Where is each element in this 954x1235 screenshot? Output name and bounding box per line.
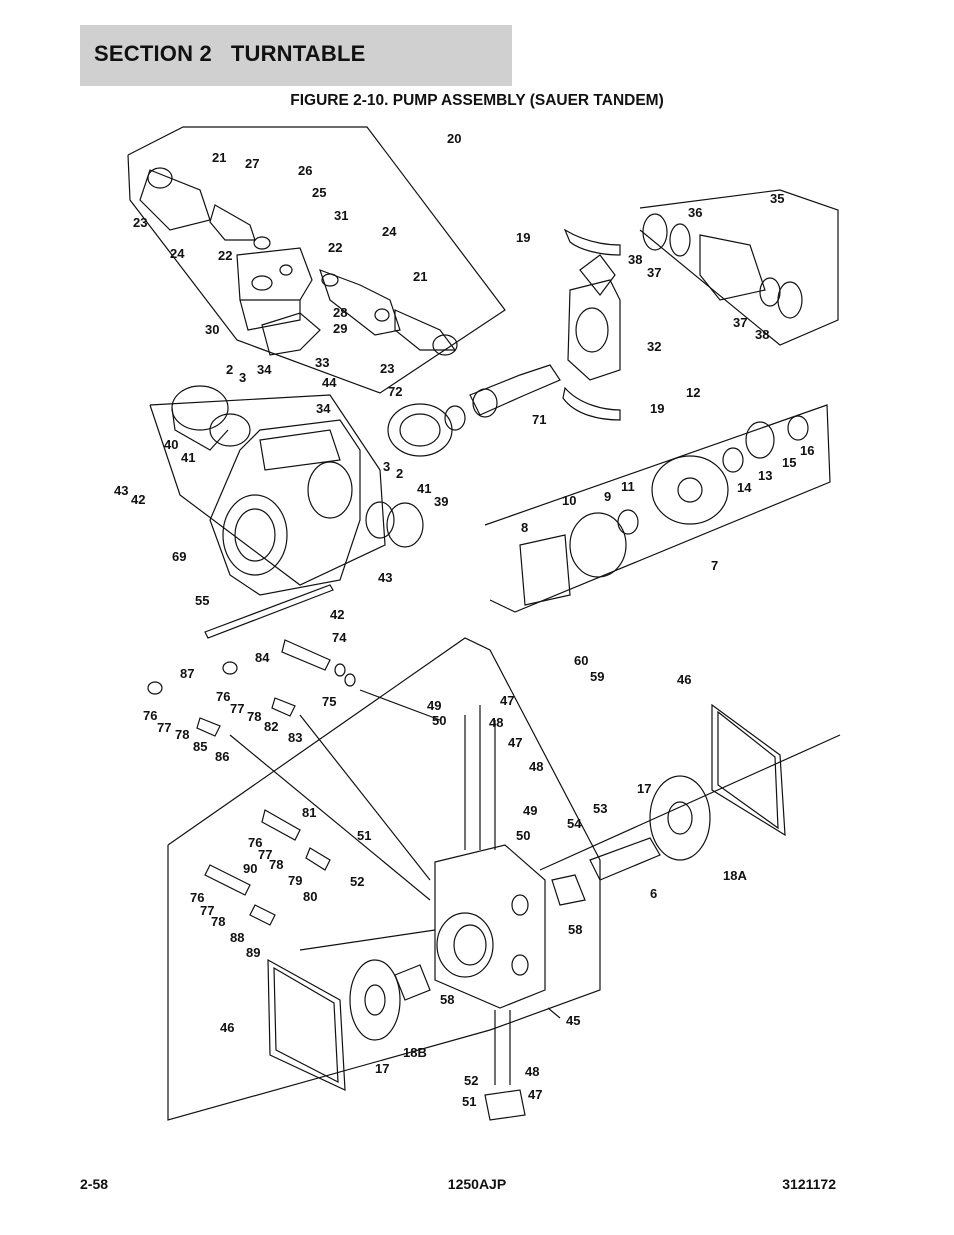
pump-assembly-diagram — [0, 110, 954, 1140]
callout-label: 79 — [288, 873, 303, 888]
callout-label: 76 — [248, 835, 263, 850]
callout-label: 82 — [264, 719, 279, 734]
callout-label: 52 — [350, 874, 365, 889]
callout-label: 50 — [516, 828, 531, 843]
callout-label: 55 — [195, 593, 210, 608]
callout-label: 14 — [737, 480, 752, 495]
callout-label: 24 — [382, 224, 397, 239]
callout-label: 51 — [462, 1094, 477, 1109]
callout-label: 72 — [388, 384, 403, 399]
callout-label: 46 — [220, 1020, 235, 1035]
callout-label: 47 — [528, 1087, 543, 1102]
callout-label: 16 — [800, 443, 815, 458]
callout-label: 42 — [330, 607, 345, 622]
gasket-right — [712, 705, 785, 835]
callout-label: 35 — [770, 191, 785, 206]
callout-label: 77 — [230, 701, 245, 716]
callout-label: 22 — [218, 248, 233, 263]
callout-label: 74 — [332, 630, 347, 645]
footer-model: 1250AJP — [447, 1176, 507, 1192]
callout-label: 38 — [628, 252, 643, 267]
callout-label: 7 — [711, 558, 719, 573]
callout-label: 81 — [302, 805, 317, 820]
callout-label: 20 — [447, 131, 462, 146]
callout-label: 46 — [677, 672, 692, 687]
callout-label: 76 — [143, 708, 158, 723]
callout-label: 49 — [523, 803, 538, 818]
callout-label: 47 — [500, 693, 515, 708]
callout-label: 8 — [521, 520, 529, 535]
callout-label: 49 — [427, 698, 442, 713]
center-housing-shape — [435, 845, 545, 1008]
callout-label: 77 — [157, 720, 172, 735]
callout-label: 37 — [733, 315, 748, 330]
callout-label: 47 — [508, 735, 523, 750]
gasket-left — [268, 960, 345, 1090]
valve-block-shape — [237, 248, 312, 300]
callout-label: 31 — [334, 208, 349, 223]
callout-label: 18B — [403, 1045, 427, 1060]
callout-label: 32 — [647, 339, 662, 354]
callout-label: 48 — [525, 1064, 540, 1079]
callout-label: 89 — [246, 945, 261, 960]
callout-label: 9 — [604, 489, 612, 504]
callout-label: 40 — [164, 437, 179, 452]
callout-label: 39 — [434, 494, 449, 509]
callout-label: 41 — [417, 481, 432, 496]
callout-label: 18A — [723, 868, 747, 883]
callout-label: 48 — [489, 715, 504, 730]
callout-label: 60 — [574, 653, 589, 668]
callout-label: 84 — [255, 650, 270, 665]
callout-label: 76 — [216, 689, 231, 704]
callout-label: 54 — [567, 816, 582, 831]
callout-label: 44 — [322, 375, 337, 390]
footer-page-number: 2-58 — [80, 1176, 109, 1192]
figure-title: FIGURE 2-10. PUMP ASSEMBLY (SAUER TANDEM) — [290, 92, 664, 109]
callout-label: 13 — [758, 468, 773, 483]
callout-label: 17 — [375, 1061, 390, 1076]
callout-label: 86 — [215, 749, 230, 764]
callout-label: 12 — [686, 385, 701, 400]
callout-label: 41 — [181, 450, 196, 465]
callout-label: 75 — [322, 694, 337, 709]
callout-label: 34 — [316, 401, 331, 416]
callout-label: 3 — [383, 459, 391, 474]
callout-label: 53 — [593, 801, 608, 816]
callout-label: 42 — [131, 492, 146, 507]
callout-label: 33 — [315, 355, 330, 370]
callout-label: 23 — [133, 215, 148, 230]
callout-label: 45 — [566, 1013, 581, 1028]
callout-label: 88 — [230, 930, 245, 945]
callout-label: 83 — [288, 730, 303, 745]
callout-label: 30 — [205, 322, 220, 337]
callout-label: 19 — [516, 230, 531, 245]
callout-label: 77 — [258, 847, 273, 862]
callout-label: 15 — [782, 455, 797, 470]
callout-label: 52 — [464, 1073, 479, 1088]
callout-label: 10 — [562, 493, 577, 508]
callout-label: 76 — [190, 890, 205, 905]
callout-label: 58 — [440, 992, 455, 1007]
callout-label: 87 — [180, 666, 195, 681]
callout-label: 85 — [193, 739, 208, 754]
footer-document-number: 3121172 — [782, 1176, 836, 1192]
callout-label: 34 — [257, 362, 272, 377]
section-title: SECTION 2 TURNTABLE — [94, 41, 366, 66]
callout-label: 2 — [226, 362, 234, 377]
callout-label: 78 — [247, 709, 262, 724]
callout-label: 48 — [529, 759, 544, 774]
callout-label: 71 — [532, 412, 547, 427]
callout-label: 78 — [175, 727, 190, 742]
callout-label: 77 — [200, 903, 215, 918]
callout-label: 36 — [688, 205, 703, 220]
callout-label: 21 — [413, 269, 428, 284]
callout-label: 59 — [590, 669, 605, 684]
callout-label: 2 — [396, 466, 404, 481]
callout-label: 37 — [647, 265, 662, 280]
callout-label: 23 — [380, 361, 395, 376]
callout-label: 51 — [357, 828, 372, 843]
callout-label: 43 — [114, 483, 129, 498]
callout-label: 29 — [333, 321, 348, 336]
callout-label: 22 — [328, 240, 343, 255]
callout-label: 21 — [212, 150, 227, 165]
callout-label: 17 — [637, 781, 652, 796]
callout-label: 11 — [621, 479, 635, 494]
callout-label: 28 — [333, 305, 348, 320]
callout-label: 78 — [269, 857, 284, 872]
callout-label: 25 — [312, 185, 327, 200]
callout-label: 80 — [303, 889, 318, 904]
callout-label: 69 — [172, 549, 187, 564]
section-header — [80, 25, 512, 86]
callout-label: 19 — [650, 401, 665, 416]
callout-label: 78 — [211, 914, 226, 929]
callout-label: 43 — [378, 570, 393, 585]
callout-label: 26 — [298, 163, 313, 178]
callout-label: 38 — [755, 327, 770, 342]
callout-label: 90 — [243, 861, 258, 876]
callout-label: 27 — [245, 156, 260, 171]
callout-label: 6 — [650, 886, 658, 901]
group-outline-20 — [128, 127, 505, 393]
callout-label: 50 — [432, 713, 447, 728]
callout-label: 58 — [568, 922, 583, 937]
callout-label: 24 — [170, 246, 185, 261]
callout-label: 3 — [239, 370, 247, 385]
